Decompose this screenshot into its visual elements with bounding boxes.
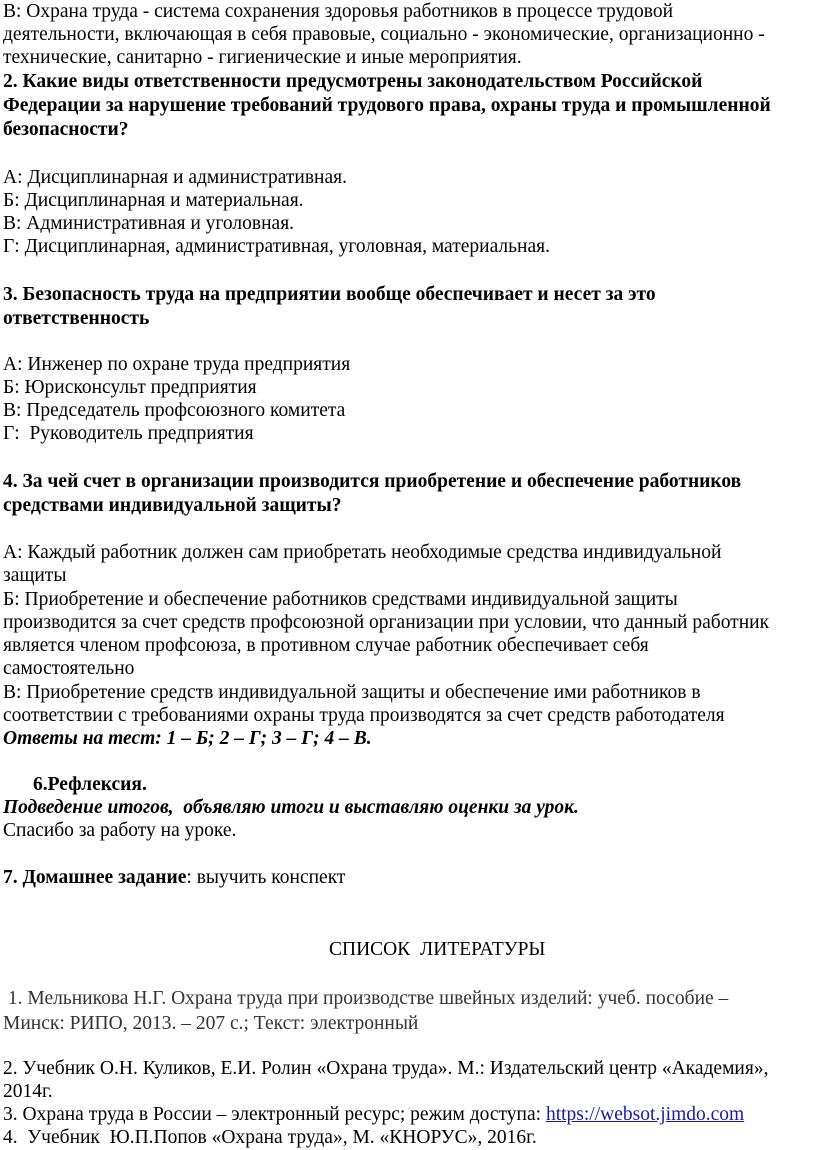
bibliography-item-2: 2014г. xyxy=(3,1081,53,1102)
bibliography-item-3-text: 3. Охрана труда в России – электронный ресурс; режим доступа: xyxy=(3,1104,546,1125)
q4-option-line: Б: Приобретение и обеспечение работников средствами индивидуальной защиты xyxy=(3,589,678,610)
q2-question: безопасности? xyxy=(3,119,129,140)
q4-option-line: производится за счет средств профсоюзной организации при условии, что данный работник xyxy=(3,612,770,633)
q3-question: 3. Безопасность труда на предприятии вообще обеспечивает и несет за это xyxy=(3,284,656,305)
bibliography-title: СПИСОК ЛИТЕРАТУРЫ xyxy=(329,939,546,960)
q3-option-c: В: Председатель профсоюзного комитета xyxy=(3,400,346,421)
q4-question: 4. За чей счет в организации производится приобретение и обеспечение работников xyxy=(3,471,742,492)
test-answers: Ответы на тест: 1 – Б; 2 – Г; 3 – Г; 4 – В. xyxy=(3,728,372,749)
bibliography-item-2: 2. Учебник О.Н. Куликов, Е.И. Ролин «Охрана труда». М.: Издательский центр «Академия», xyxy=(3,1058,769,1079)
resource-link[interactable]: https://websot.jimdo.com xyxy=(545,1104,745,1125)
q1-answer-line: деятельности, включающая в себя правовые, социально - экономические, организационно - xyxy=(3,24,765,45)
q4-question: средствами индивидуальной защиты? xyxy=(3,495,342,516)
q2-question: Федерации за нарушение требований трудового права, охраны труда и промышленной xyxy=(3,95,771,116)
bibliography-item-3 xyxy=(3,1103,744,1126)
q4-option-line: А: Каждый работник должен сам приобретать необходимые средства индивидуальной xyxy=(3,542,722,563)
q3-question: ответственность xyxy=(3,308,150,329)
homework-label: 7. Домашнее задание xyxy=(3,867,187,888)
q2-option-a: А: Дисциплинарная и административная. xyxy=(3,167,347,188)
q4-option-line: является членом профсоюза, в противном случае работник обеспечивает себя xyxy=(3,635,649,656)
q4-option-line: защиты xyxy=(3,565,67,586)
q3-option-d: Г: Руководитель предприятия xyxy=(3,423,254,444)
q1-answer-line: технические, санитарно - гигиенические и иные мероприятия. xyxy=(3,47,522,68)
reflection-heading: 6.Рефлексия. xyxy=(33,774,147,795)
bibliography-item-4: 4. Учебник Ю.П.Попов «Охрана труда», М. «КНОРУС», 2016г. xyxy=(3,1127,537,1148)
homework-text: : выучить конспект xyxy=(186,867,346,888)
q2-option-d: Г: Дисциплинарная, административная, уголовная, материальная. xyxy=(3,236,550,257)
homework-line xyxy=(3,866,345,889)
q2-question: 2. Какие виды ответственности предусмотрены законодательством Российской xyxy=(3,71,703,92)
q2-option-b: Б: Дисциплинарная и материальная. xyxy=(3,190,304,211)
q3-option-a: А: Инженер по охране труда предприятия xyxy=(3,354,351,375)
q4-option-line: самостоятельно xyxy=(3,658,135,679)
reflection-thanks: Спасибо за работу на уроке. xyxy=(3,820,237,841)
bibliography-item-1: Минск: РИПО, 2013. – 207 с.; Текст: электронный xyxy=(3,1013,419,1034)
reflection-summary: Подведение итогов, объявляю итоги и выставляю оценки за урок. xyxy=(3,797,579,818)
q4-option-line: В: Приобретение средств индивидуальной защиты и обеспечение ими работников в xyxy=(3,682,701,703)
bibliography-item-1: 1. Мельникова Н.Г. Охрана труда при производстве швейных изделий: учеб. пособие – xyxy=(3,988,729,1009)
q2-option-c: В: Административная и уголовная. xyxy=(3,213,295,234)
q3-option-b: Б: Юрисконсульт предприятия xyxy=(3,377,257,398)
q1-answer-line: В: Охрана труда - система сохранения здоровья работников в процессе трудовой xyxy=(3,1,674,22)
q4-option-line: соответствии с требованиями охраны труда производятся за счет средств работодателя xyxy=(3,705,725,726)
